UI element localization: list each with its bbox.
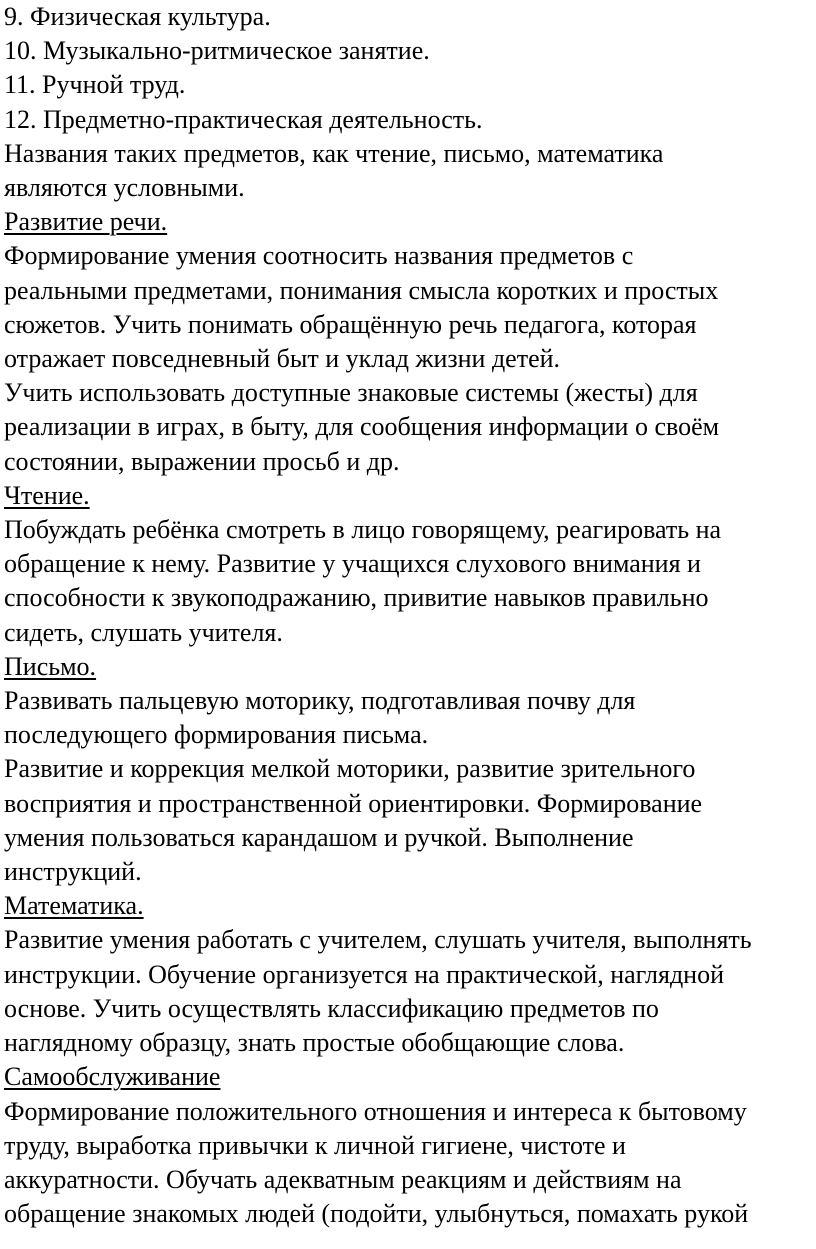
section-heading-self-care: Самообслуживание [4, 1062, 221, 1092]
paragraph-line: реализации в играх, в быту, для сообщения информации о своём [4, 412, 720, 442]
paragraph-line: основе. Учить осуществлять классификацию предметов по [4, 993, 659, 1023]
paragraph-line: последующего формирования письма. [4, 720, 429, 750]
section-heading-speech: Развитие речи. [4, 207, 168, 237]
section-heading-writing: Письмо. [4, 651, 97, 681]
paragraph-line: труду, выработка привычки к личной гигиене, чистоте и [4, 1130, 626, 1160]
paragraph-line: способности к звукоподражанию, привитие навыков правильно [4, 583, 709, 613]
paragraph-line: обращение к нему. Развитие у учащихся слухового внимания и [4, 549, 701, 579]
paragraph-line: Учить использовать доступные знаковые системы (жесты) для [4, 378, 698, 408]
paragraph-line: инструкций. [4, 857, 142, 887]
paragraph-line: инструкции. Обучение организуется на практической, наглядной [4, 959, 725, 989]
paragraph-line: Развивать пальцевую моторику, подготавливая почву для [4, 686, 636, 716]
section-heading-math: Математика. [4, 891, 144, 921]
paragraph-line: обращение знакомых людей (подойти, улыбнуться, помахать рукой [4, 1199, 749, 1229]
list-item: 12. Предметно-практическая деятельность. [4, 104, 483, 134]
note-line: Названия таких предметов, как чтение, письмо, математика [4, 138, 664, 168]
paragraph-line: умения пользоваться карандашом и ручкой. Выполнение [4, 822, 634, 852]
paragraph-line: наглядному образцу, знать простые обобщающие слова. [4, 1028, 625, 1058]
list-item: 9. Физическая культура. [4, 2, 271, 31]
note-line: являются условными. [4, 173, 245, 203]
paragraph-line: аккуратности. Обучать адекватным реакциям и действиям на [4, 1164, 682, 1194]
paragraph-line: сюжетов. Учить понимать обращённую речь педагога, которая [4, 309, 697, 339]
list-item: 11. Ручной труд. [4, 70, 186, 100]
paragraph-line: Побуждать ребёнка смотреть в лицо говорящему, реагировать на [4, 515, 722, 545]
paragraph-line: реальными предметами, понимания смысла коротких и простых [4, 275, 719, 305]
paragraph-line: отражает повседневный быт и уклад жизни детей. [4, 344, 561, 374]
paragraph-line: Формирование умения соотносить названия предметов с [4, 241, 634, 271]
list-item: 10. Музыкально-ритмическое занятие. [4, 36, 430, 66]
document-body [4, 0, 816, 1231]
paragraph-line: Развитие и коррекция мелкой моторики, развитие зрительного [4, 754, 696, 784]
paragraph-line: восприятия и пространственной ориентировки. Формирование [4, 788, 703, 818]
section-heading-reading: Чтение. [4, 480, 90, 510]
paragraph-line: сидеть, слушать учителя. [4, 617, 283, 647]
paragraph-line: Формирование положительного отношения и интереса к бытовому [4, 1096, 747, 1126]
paragraph-line: Развитие умения работать с учителем, слушать учителя, выполнять [4, 925, 752, 955]
paragraph-line: состоянии, выражении просьб и др. [4, 446, 400, 476]
